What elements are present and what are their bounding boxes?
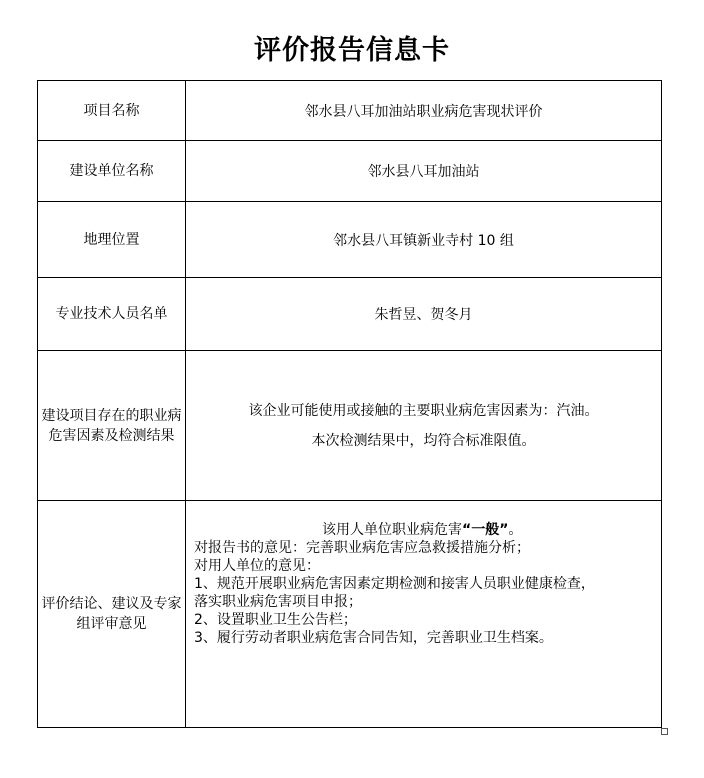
unit-opinion-item-2: 2、设置职业卫生公告栏； (194, 612, 357, 628)
staff-label: 专业技术人员名单 (38, 278, 186, 351)
unit-opinion-item-1a: 1、规范开展职业病危害因素定期检测和接害人员职业健康检查， (194, 576, 595, 592)
conclusion-label: 评价结论、建议及专家组评审意见 (38, 501, 186, 728)
unit-opinion-title: 对用人单位的意见： (194, 558, 320, 574)
conclusion-lead-text: 该用人单位职业病危害 (322, 522, 462, 538)
table-row-conclusion (38, 501, 662, 728)
hazards-line-1: 该企业可能使用或接触的主要职业病危害因素为：汽油。 (248, 402, 599, 419)
conclusion-text (186, 521, 661, 647)
page-title: 评价报告信息卡 (254, 35, 450, 66)
hazards-label: 建设项目存在的职业病危害因素及检测结果 (38, 351, 186, 501)
project-name-label: 项目名称 (38, 81, 186, 141)
unit-opinion-item-3: 3、履行劳动者职业病危害合同告知，完善职业卫生档案。 (194, 630, 553, 646)
table-row-hazards (38, 351, 662, 501)
table-resize-handle[interactable] (661, 728, 668, 735)
conclusion-lead-highlight: “一般” (462, 522, 509, 538)
builder-value: 邻水县八耳加油站 (186, 141, 662, 202)
unit-opinion-item-1b: 落实职业病危害项目申报； (194, 594, 362, 610)
conclusion-lead (194, 521, 655, 539)
report-opinion: 对报告书的意见：完善职业病危害应急救援措施分析； (194, 540, 530, 556)
staff-value: 朱哲昱、贺冬月 (186, 278, 662, 351)
location-label: 地理位置 (38, 202, 186, 278)
hazards-value (186, 351, 662, 501)
builder-label: 建设单位名称 (38, 141, 186, 202)
conclusion-value (186, 501, 662, 728)
table-row-project-name (38, 81, 662, 141)
table-row-builder (38, 141, 662, 202)
project-name-value: 邻水县八耳加油站职业病危害现状评价 (186, 81, 662, 141)
hazards-line-2: 本次检测结果中，均符合标准限值。 (311, 432, 536, 449)
info-card-table (37, 80, 662, 728)
conclusion-lead-end: 。 (508, 522, 523, 538)
table-row-staff (38, 278, 662, 351)
location-value: 邻水县八耳镇新业寺村 10 组 (186, 202, 662, 278)
table-row-location (38, 202, 662, 278)
